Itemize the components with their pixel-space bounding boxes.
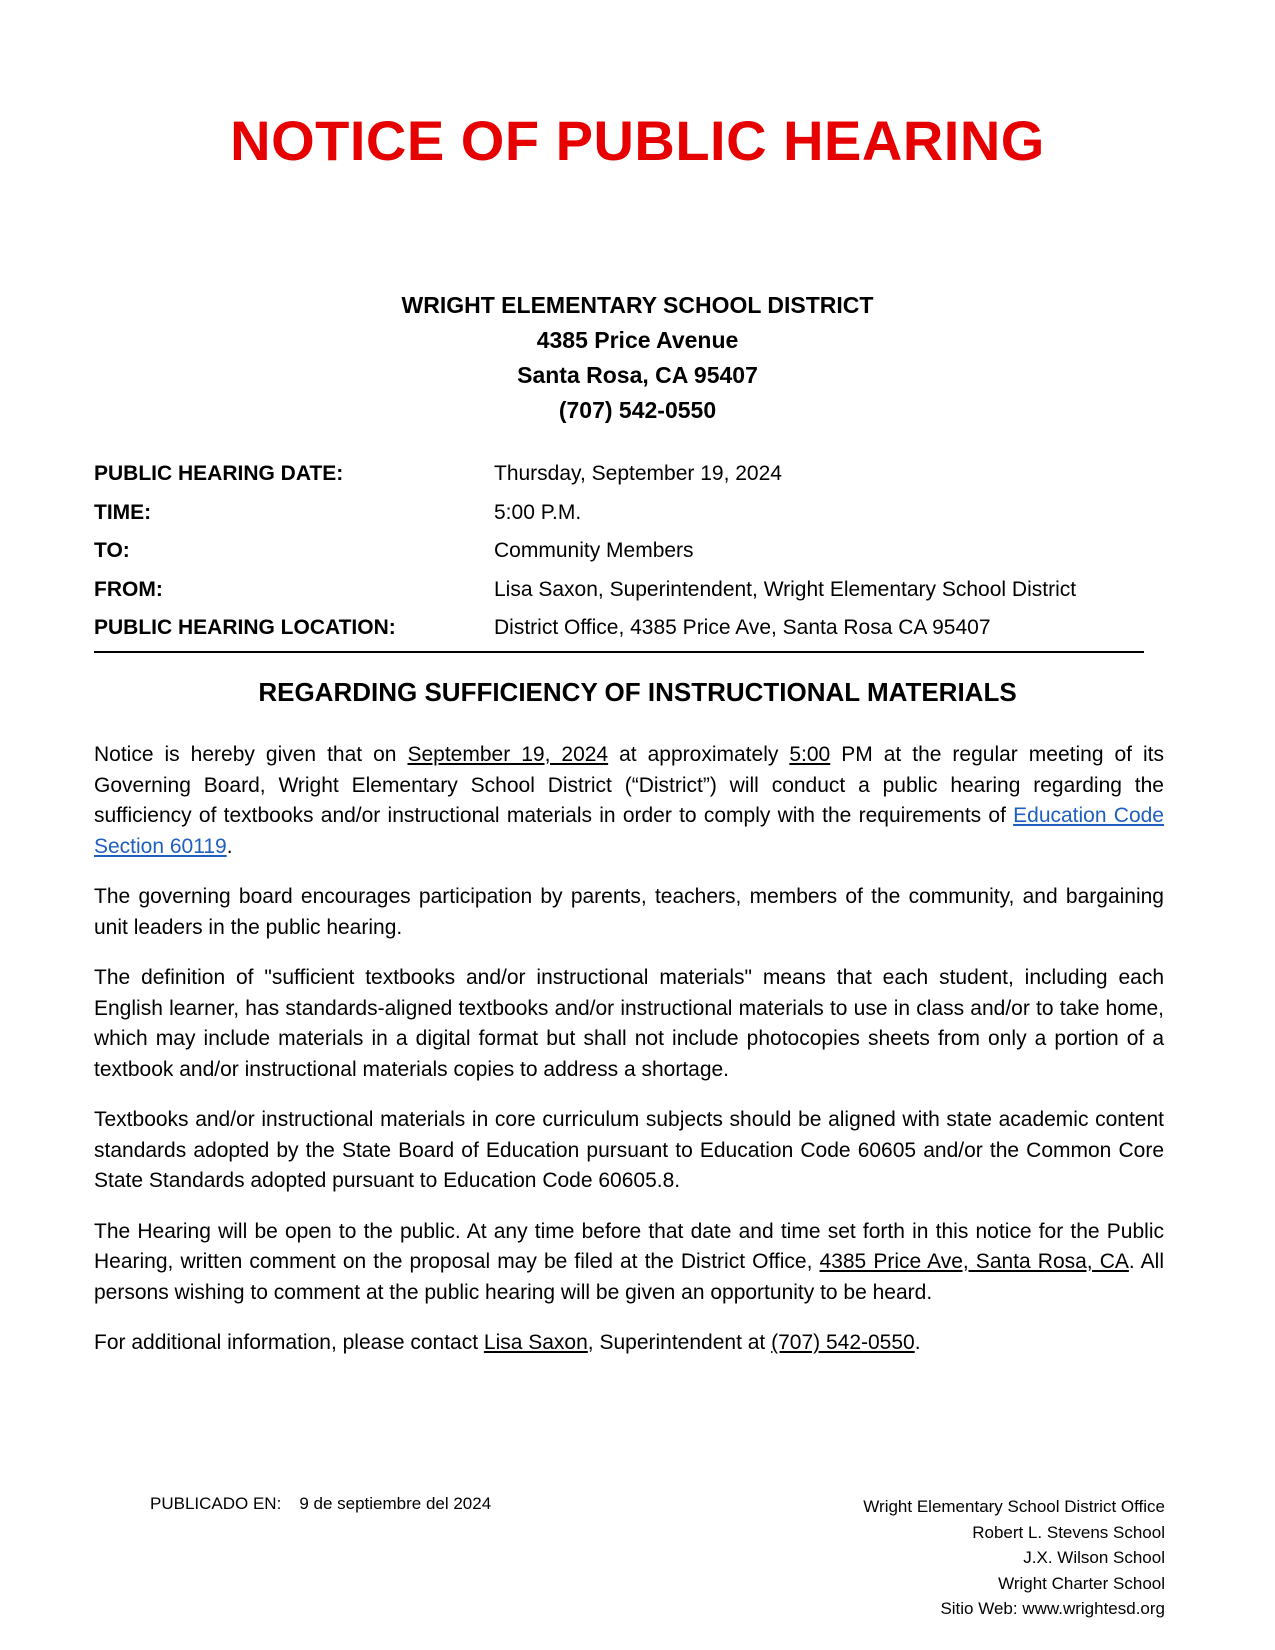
p1-text-4: .	[226, 834, 233, 858]
recipient-label: TO:	[94, 539, 130, 562]
notice-body	[94, 740, 1164, 1379]
page-title: NOTICE OF PUBLIC HEARING	[230, 109, 1045, 172]
website-line: Sitio Web: www.wrightesd.org	[940, 1599, 1165, 1618]
hearing-time-value: 5:00 P.M.	[494, 500, 582, 524]
hearing-time-label: TIME:	[94, 500, 152, 524]
hearing-date-row	[94, 455, 1144, 494]
recipient-value: Community Members	[494, 539, 694, 562]
sender-row	[94, 571, 1144, 610]
p6-text-3: .	[914, 1331, 921, 1354]
section-heading: REGARDING SUFFICIENCY OF INSTRUCTIONAL MATERIALS	[258, 677, 1017, 707]
district-phone: (707) 542-0550	[558, 397, 717, 423]
sender-label: FROM:	[94, 577, 163, 601]
district-header	[0, 288, 1275, 428]
contact-name-inline: Lisa Saxon	[483, 1331, 588, 1354]
district-address-line2: Santa Rosa, CA 95407	[517, 362, 758, 388]
district-address-line1: 4385 Price Avenue	[536, 327, 739, 353]
divider	[94, 651, 1144, 653]
contact-phone-inline: (707) 542-0550	[771, 1331, 915, 1354]
location-item: Wright Charter School	[998, 1573, 1165, 1593]
paragraph-comments	[94, 1217, 1164, 1309]
hearing-location-label: PUBLIC HEARING LOCATION:	[94, 616, 396, 639]
hearing-location-row	[94, 609, 1144, 648]
p5-text-2: . All persons wishing to comment at the public hearing will be given an opportunity to be heard.	[94, 1250, 1164, 1304]
sender-value: Lisa Saxon, Superintendent, Wright Elementary School District	[494, 577, 1077, 601]
office-address-inline: 4385 Price Ave, Santa Rosa, CA	[819, 1250, 1129, 1273]
p6-text-2: , Superintendent at	[587, 1331, 772, 1354]
paragraph-participation: The governing board encourages participation by parents, teachers, members of the community, and bargaining unit leaders in the public hearing.	[94, 885, 1164, 939]
publication-info	[150, 1494, 491, 1514]
hearing-time-row	[94, 494, 1144, 533]
paragraph-definition: The definition of "sufficient textbooks and/or instructional materials" means that each student, including each English learner, has standards-aligned textbooks and/or instructional materials to use in class and/or to take home, which may include materials in a digital format but shall not include photocopies sheets from only a portion of a textbook and/or instructional materials copies to address a shortage.	[94, 966, 1164, 1081]
recipient-row	[94, 532, 1144, 571]
hearing-date-value: Thursday, September 19, 2024	[494, 462, 782, 485]
paragraph-notice	[94, 740, 1164, 862]
location-item: Robert L. Stevens School	[972, 1522, 1165, 1542]
hearing-date-inline: September 19, 2024	[407, 743, 609, 766]
p5-text-1: The Hearing will be open to the public. At any time before that date and time set forth in this notice for the Public Hearing, written comment on the proposal may be filed at the District Office,	[94, 1219, 1164, 1273]
hearing-details	[94, 455, 1144, 648]
p6-text-1: For additional information, please contact	[94, 1331, 484, 1354]
hearing-location-value: District Office, 4385 Price Ave, Santa Rosa CA 95407	[494, 616, 991, 639]
posting-locations	[863, 1494, 1165, 1622]
district-name: WRIGHT ELEMENTARY SCHOOL DISTRICT	[401, 292, 874, 318]
paragraph-contact	[94, 1328, 1164, 1359]
published-label: PUBLICADO EN:	[150, 1494, 282, 1513]
published-date: 9 de septiembre del 2024	[299, 1494, 492, 1513]
p1-text-3: PM at the regular meeting of its Governing Board, Wright Elementary School District (“District”) will conduct a public hearing regarding the sufficiency of textbooks and/or instructional materials in order to comply with the requirements of	[94, 743, 1165, 827]
paragraph-standards: Textbooks and/or instructional materials in core curriculum subjects should be aligned with state academic content standards adopted by the State Board of Education pursuant to Education Code 60605 and/or the Common Core State Standards adopted pursuant to Education Code 60605.8.	[94, 1108, 1164, 1192]
location-item: J.X. Wilson School	[1023, 1548, 1165, 1567]
hearing-time-inline: 5:00	[789, 743, 831, 766]
education-code-link[interactable]: Education Code Section 60119	[94, 804, 1164, 858]
p1-text-1: Notice is hereby given that on	[94, 743, 408, 766]
location-item: Wright Elementary School District Office	[863, 1497, 1165, 1516]
hearing-date-label: PUBLIC HEARING DATE:	[94, 462, 344, 485]
p1-text-2: at approximately	[608, 743, 790, 766]
